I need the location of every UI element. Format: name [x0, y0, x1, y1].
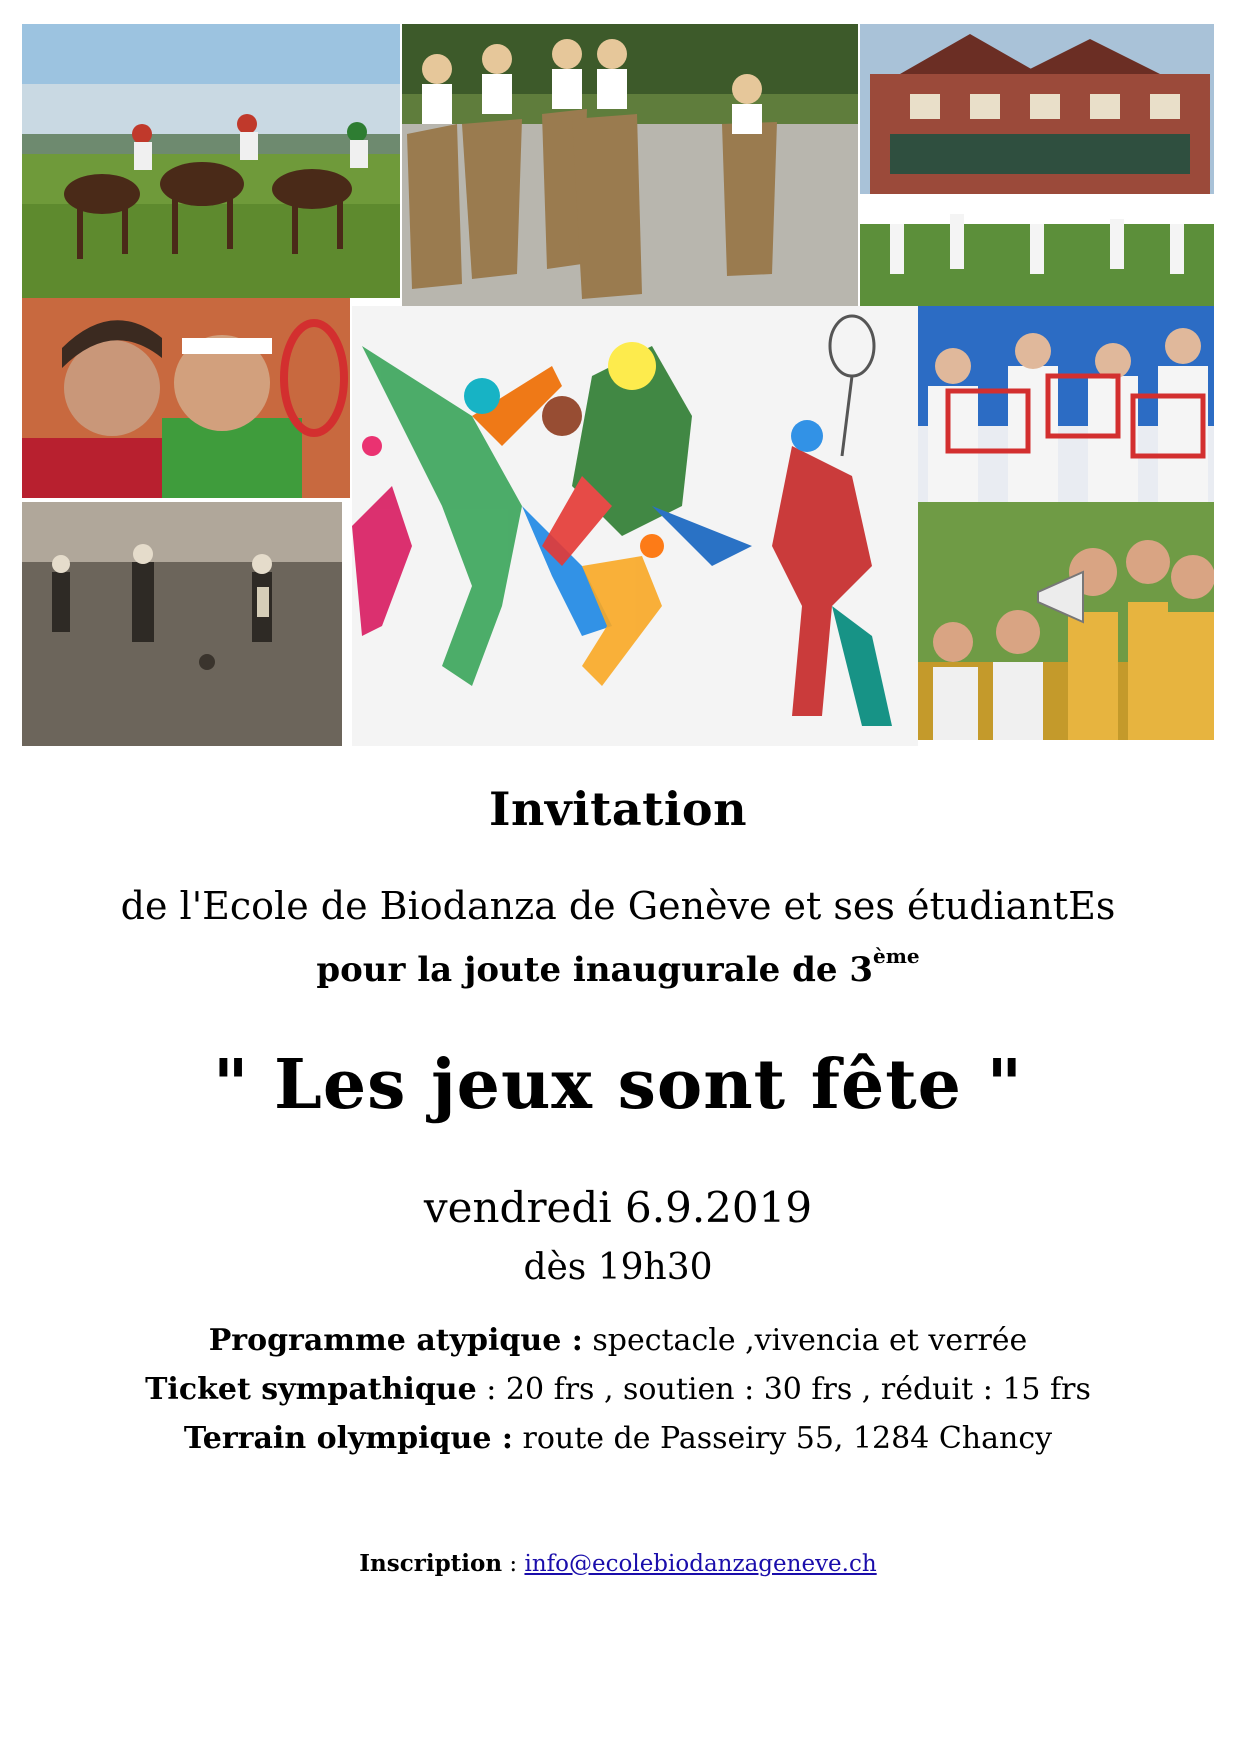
cricket-pavilion-photo — [860, 24, 1214, 306]
programme-row — [0, 1323, 1236, 1358]
invitation-heading: Invitation — [488, 782, 748, 836]
programme-label: Programme atypique : — [208, 1323, 583, 1358]
ticket-row — [0, 1372, 1236, 1407]
event-title: " Les jeux sont fête " — [212, 1045, 1024, 1125]
event-date: vendredi 6.9.2019 — [423, 1183, 813, 1232]
ticket-label: Ticket sympathique — [145, 1372, 477, 1407]
event-time: dès 19h30 — [523, 1247, 713, 1288]
sport-silhouettes-illustration — [352, 306, 918, 746]
fans-megaphone-photo — [918, 502, 1214, 740]
horse-racing-photo — [22, 24, 400, 298]
event-purpose-text: pour la joute inaugurale de 3 — [316, 950, 874, 990]
terrain-row — [0, 1421, 1236, 1456]
ticket-value: : 20 frs , soutien : 30 frs , réduit : 15 frs — [476, 1372, 1091, 1407]
event-purpose-line — [0, 944, 1236, 990]
terrain-label: Terrain olympique : — [183, 1421, 513, 1456]
programme-value: spectacle ,vivencia et verrée — [582, 1323, 1028, 1358]
sack-race-photo — [402, 24, 858, 306]
ordinal-suffix: ème — [873, 944, 920, 968]
inscription-label: Inscription — [359, 1550, 503, 1577]
supporters-photo — [918, 306, 1214, 502]
terrain-value: route de Passeiry 55, 1284 Chancy — [512, 1421, 1053, 1456]
vintage-football-photo — [22, 502, 342, 746]
tennis-players-photo — [22, 298, 350, 498]
inscription-row — [0, 1550, 1236, 1577]
inscription-email-link[interactable]: info@ecolebiodanzageneve.ch — [524, 1551, 877, 1577]
inscription-separator: : — [502, 1551, 525, 1577]
organizer-line: de l'Ecole de Biodanza de Genève et ses étudiantEs — [120, 884, 1116, 928]
